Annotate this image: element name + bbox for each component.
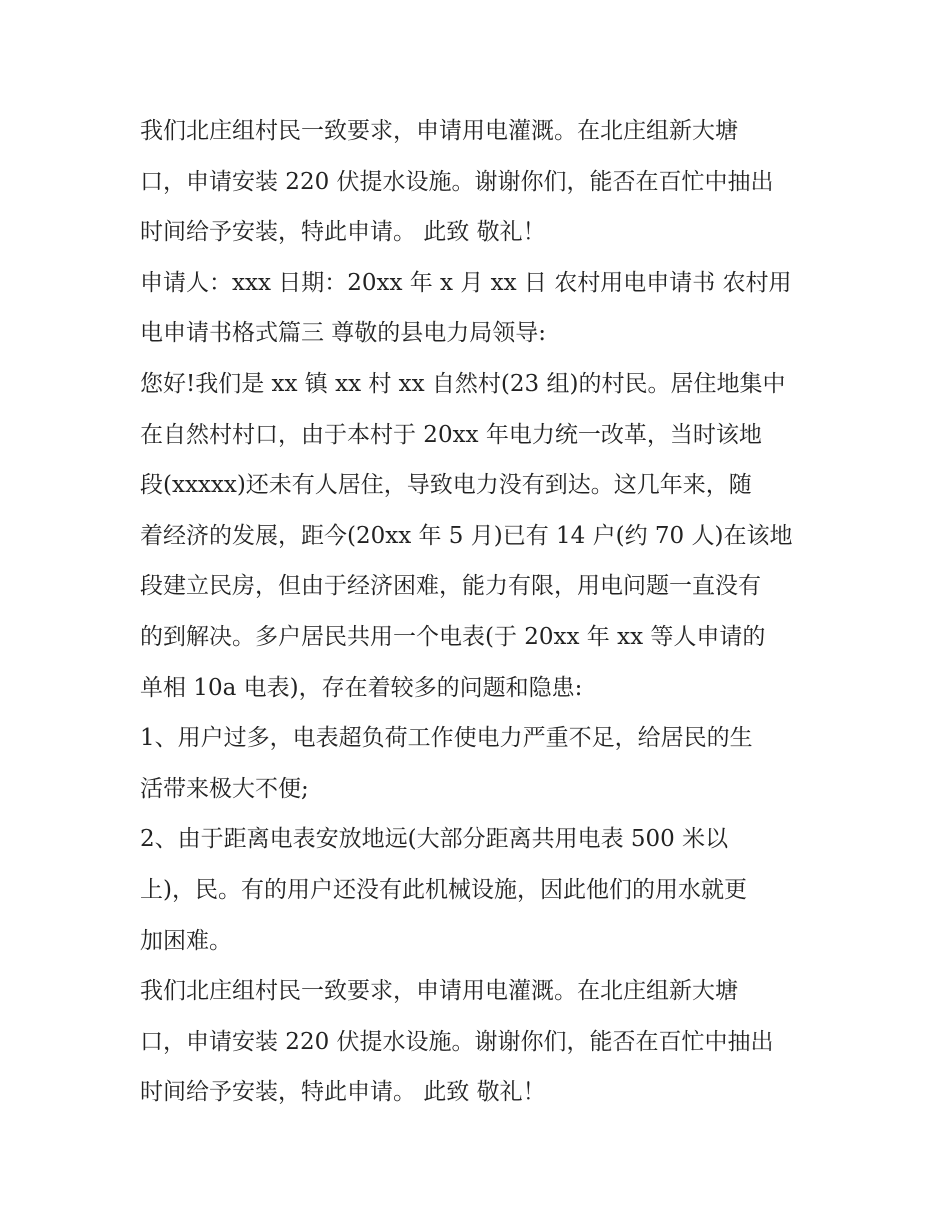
text-line: 时间给予安装，特此申请。 此致 敬礼！	[140, 219, 546, 246]
text-line: 段(xxxxx)还未有人居住，导致电力没有到达。这几年来，随	[140, 472, 752, 499]
text-line: 单相 10a 电表)，存在着较多的问题和隐患:	[140, 674, 583, 701]
document-body	[140, 106, 820, 1118]
text-line: 段建立民房，但由于经济困难，能力有限，用电问题一直没有	[140, 573, 761, 600]
text-line: 2、由于距离电表安放地远(大部分距离共用电表 500 米以	[140, 826, 729, 853]
text-line: 我们北庄组村民一致要求，申请用电灌溉。在北庄组新大塘	[140, 118, 738, 144]
text-line: 上)，民。有的用户还没有此机械设施，因此他们的用水就更	[140, 876, 747, 903]
text-line: 活带来极大不便;	[140, 775, 309, 802]
text-line: 1、用户过多，电表超负荷工作使电力严重不足，给居民的生	[140, 725, 753, 752]
text-line: 口，申请安装 220 伏提水设施。谢谢你们，能否在百忙中抽出	[140, 1028, 774, 1055]
text-line: 您好!我们是 xx 镇 xx 村 xx 自然村(23 组)的村民。居住地集中	[140, 370, 786, 397]
text-line: 着经济的发展，距今(20xx 年 5 月)已有 14 户(约 70 人)在该地	[140, 522, 793, 549]
text-line: 的到解决。多户居民共用一个电表(于 20xx 年 xx 等人申请的	[140, 623, 766, 650]
text-line: 我们北庄组村民一致要求，申请用电灌溉。在北庄组新大塘	[140, 978, 738, 1005]
text-line: 口，申请安装 220 伏提水设施。谢谢你们，能否在百忙中抽出	[140, 168, 774, 195]
text-line: 申请人：xxx 日期：20xx 年 x 月 xx 日 农村用电申请书 农村用	[140, 269, 792, 296]
text-line: 时间给予安装，特此申请。 此致 敬礼！	[140, 1079, 546, 1106]
text-line: 在自然村村口，由于本村于 20xx 年电力统一改革，当时该地	[140, 421, 762, 448]
text-line: 电申请书格式篇三 尊敬的县电力局领导:	[140, 320, 547, 347]
text-line: 加困难。	[140, 927, 232, 954]
